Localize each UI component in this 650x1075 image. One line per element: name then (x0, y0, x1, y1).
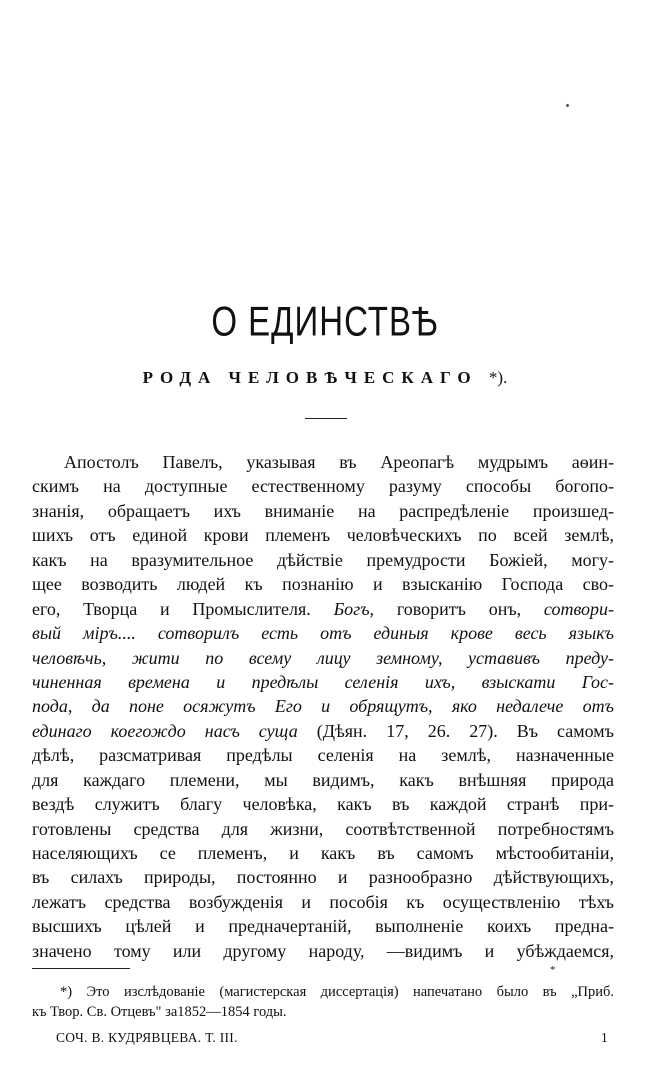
text-line-content: для каждаго племени, мы видимъ, какъ внѣшняя природа (32, 769, 614, 790)
page-number: 1 (600, 1030, 608, 1045)
text-line-italic: сотвори- (543, 598, 614, 619)
text-line-italic: человѣчь, жити по всему лицу земному, уставивъ преду- (32, 647, 614, 668)
text-line (32, 768, 614, 792)
footnote-line (32, 1002, 614, 1022)
text-line-content: значено тому или другому народу, —видимъ и убѣждаемся, (32, 940, 614, 961)
text-line (32, 914, 614, 938)
text-line-content: вездѣ служитъ благу человѣка, какъ въ каждой странѣ при- (32, 794, 614, 815)
text-line (32, 474, 614, 498)
footnote-line (32, 982, 614, 1002)
text-line-content: шихъ отъ единой крови племенъ человѣческихъ по всей землѣ, (32, 525, 614, 546)
text-line (32, 694, 614, 718)
text-line (32, 572, 614, 596)
text-line-content: какъ на вразумительное дѣйствіе премудрости Божіей, могу- (32, 549, 614, 570)
subtitle-footnote-mark: *). (488, 368, 508, 387)
text-line (32, 939, 614, 963)
text-line (32, 865, 614, 889)
text-line-content: щее возводить людей къ познанію и взысканію Господа сво- (32, 574, 614, 595)
text-line-content: (Дѣян. 17, 26. 27). Въ самомъ (316, 720, 614, 741)
text-line (32, 817, 614, 841)
text-line-italic: единаго коегождо насъ суща (32, 720, 298, 741)
page-title: О ЕДИНСТВѢ (211, 298, 439, 345)
footnote-star-mark: * (550, 964, 556, 976)
footnote-text: Это изслѣдованіе (магистерская диссертація) напечатано было въ „Приб. (86, 984, 615, 1000)
text-line-content: его, Творца и Промыслителя. (32, 598, 311, 619)
printer-signature (56, 1030, 608, 1046)
text-line (32, 499, 614, 523)
text-line-italic: чиненная времена и предѣлы селенія ихъ, взыскати Гос- (32, 671, 614, 692)
text-line (32, 450, 614, 474)
text-line-content: населяющихъ се племенъ, и какъ въ самомъ мѣстообитаніи, (32, 843, 614, 863)
text-line-content: говоритъ онъ, (396, 598, 522, 619)
text-line-content: скимъ на доступные естественному разуму способы богопо- (32, 476, 614, 497)
signature-mark: СОЧ. В. КУДРЯВЦЕВА. Т. III. (56, 1030, 238, 1045)
subtitle-text: РОДА ЧЕЛОВѢЧЕСКАГО (142, 368, 478, 387)
text-line-content: въ силахъ природы, постоянно и разнообразно дѣйствующихъ, (32, 867, 614, 888)
text-line-content: высшихъ цѣлей и предначертаній, выполненіе коихъ предна- (32, 916, 614, 937)
paper-speck (565, 103, 569, 107)
text-line (32, 890, 614, 914)
text-line (32, 719, 614, 743)
title-divider (305, 418, 347, 419)
text-line (32, 792, 614, 816)
text-line-content: готовлены средства для жизни, соотвѣтственной потребностямъ (32, 818, 614, 839)
body-paragraph (32, 450, 614, 963)
text-line (32, 670, 614, 694)
text-line (32, 646, 614, 670)
text-line (32, 523, 614, 547)
text-line-content: Апостолъ Павелъ, указывая въ Ареопагѣ мудрымъ аѳин- (64, 452, 614, 472)
footnote (32, 982, 614, 1022)
text-line-content: дѣлѣ, разсматривая предѣлы селенія на землѣ, назначенные (32, 745, 614, 766)
footnote-text: къ Твор. Св. Отцевъ" за1852—1854 годы. (32, 1004, 287, 1020)
text-line-italic: пода, да поне осяжутъ Его и обрящутъ, яко недалече отъ (32, 696, 614, 717)
text-line-italic: вый міръ.... сотворилъ есть отъ единыя крове весь языкъ (32, 623, 614, 644)
text-line-italic: Богъ, (333, 598, 375, 619)
text-line (32, 841, 614, 865)
text-line-content: лежатъ средства возбужденія и пособія къ осуществленію тѣхъ (32, 891, 614, 912)
text-line-content: знанія, обращаетъ ихъ вниманіе на распредѣленіе произшед- (32, 500, 614, 521)
footnote-divider (32, 968, 130, 969)
text-line (32, 597, 614, 621)
footnote-mark: *) (60, 984, 73, 1000)
text-line (32, 548, 614, 572)
text-line (32, 621, 614, 645)
page-subtitle (0, 368, 650, 388)
text-line (32, 743, 614, 767)
